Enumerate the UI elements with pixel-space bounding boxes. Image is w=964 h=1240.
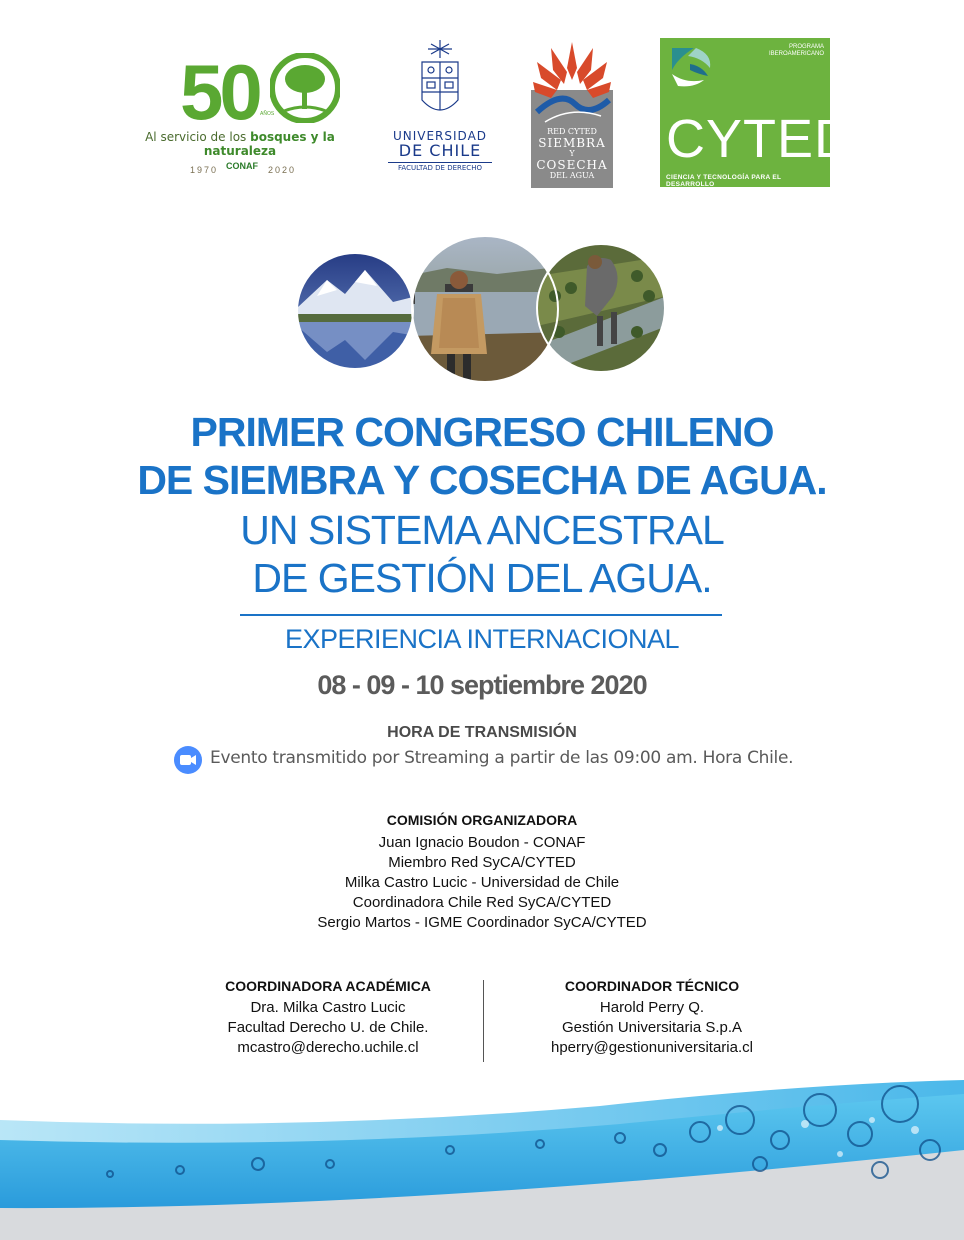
university-crest-icon (414, 38, 466, 128)
event-dates: 08 - 09 - 10 septiembre 2020 (317, 670, 647, 700)
event-subtitle: EXPERIENCIA INTERNACIONAL (284, 624, 680, 654)
conaf-tagline: Al servicio de los bosques y la naturaleza (145, 130, 335, 158)
technical-coordinator-name: Harold Perry Q. (599, 999, 705, 1016)
event-title-line2: DE SIEMBRA Y COSECHA DE AGUA. (137, 457, 827, 503)
event-title-line3: UN SISTEMA ANCESTRAL (240, 507, 724, 553)
committee-member: Sergio Martos - IGME Coordinador SyCA/CYTED (317, 914, 647, 931)
event-title-line1: PRIMER CONGRESO CHILENO (190, 409, 774, 455)
academic-coordinator-affiliation: Facultad Derecho U. de Chile. (227, 1019, 429, 1036)
conaf-years: 1970 2020 (190, 165, 297, 175)
cyted-logo (660, 38, 855, 188)
water-splash-footer (0, 1080, 964, 1240)
event-title-line4: DE GESTIÓN DEL AGUA. (252, 555, 712, 601)
universidad-de-chile-logo (388, 38, 492, 188)
committee-member: Miembro Red SyCA/CYTED (388, 854, 576, 871)
academic-coordinator-email: mcastro@derecho.uchile.cl (237, 1039, 419, 1056)
syca-text: RED CYTED SIEMBRA Y COSECHA DEL AGUA (536, 127, 608, 180)
broadcast-text: Evento transmitido por Streaming a partir de las 09:00 am. Hora Chile. (210, 748, 794, 768)
cyted-wordmark: CYTED (666, 109, 855, 169)
red-cyted-siembra-cosecha-logo (531, 40, 613, 188)
video-camera-icon (174, 746, 202, 774)
conaf-brand: CONAF (226, 161, 258, 171)
university-name: UNIVERSIDAD DE CHILE FACULTAD DE DERECHO (388, 130, 492, 173)
tree-icon (270, 53, 340, 123)
committee-member: Milka Castro Lucic - Universidad de Chile (344, 874, 620, 891)
academic-coordinator-name: Dra. Milka Castro Lucic (250, 999, 406, 1016)
coordinators-divider (483, 980, 484, 1062)
photo-circles (297, 236, 667, 386)
conaf-years-label: AÑOS (260, 111, 275, 117)
organizing-committee-list (0, 833, 964, 933)
cyted-subtitle: CIENCIA Y TECNOLOGÍA PARA EL DESARROLLO (666, 174, 782, 188)
technical-coordinator-affiliation: Gestión Universitaria S.p.A (561, 1019, 743, 1036)
committee-member: Coordinadora Chile Red SyCA/CYTED (352, 894, 612, 911)
title-divider (240, 614, 722, 616)
volcano-photo (297, 236, 417, 386)
academic-coordinator-title: COORDINADORA ACADÉMICA (225, 978, 431, 994)
cyted-program-label: PROGRAMA IBEROAMERICANO (768, 44, 824, 57)
technical-coordinator-email: hperry@gestionuniversitaria.cl (551, 1039, 753, 1056)
conaf-50-years-logo (110, 45, 370, 185)
farmer-field-photo (537, 236, 667, 386)
academic-coordinator (170, 978, 486, 1058)
committee-member: Juan Ignacio Boudon - CONAF (378, 834, 586, 851)
broadcast-title: HORA DE TRANSMISIÓN (387, 724, 577, 741)
organizing-committee-title: COMISIÓN ORGANIZADORA (386, 812, 578, 828)
conaf-50-number: 50 (180, 48, 259, 136)
technical-coordinator-title: COORDINADOR TÉCNICO (564, 978, 740, 994)
technical-coordinator (494, 978, 810, 1058)
cyted-shape-icon (668, 44, 716, 90)
